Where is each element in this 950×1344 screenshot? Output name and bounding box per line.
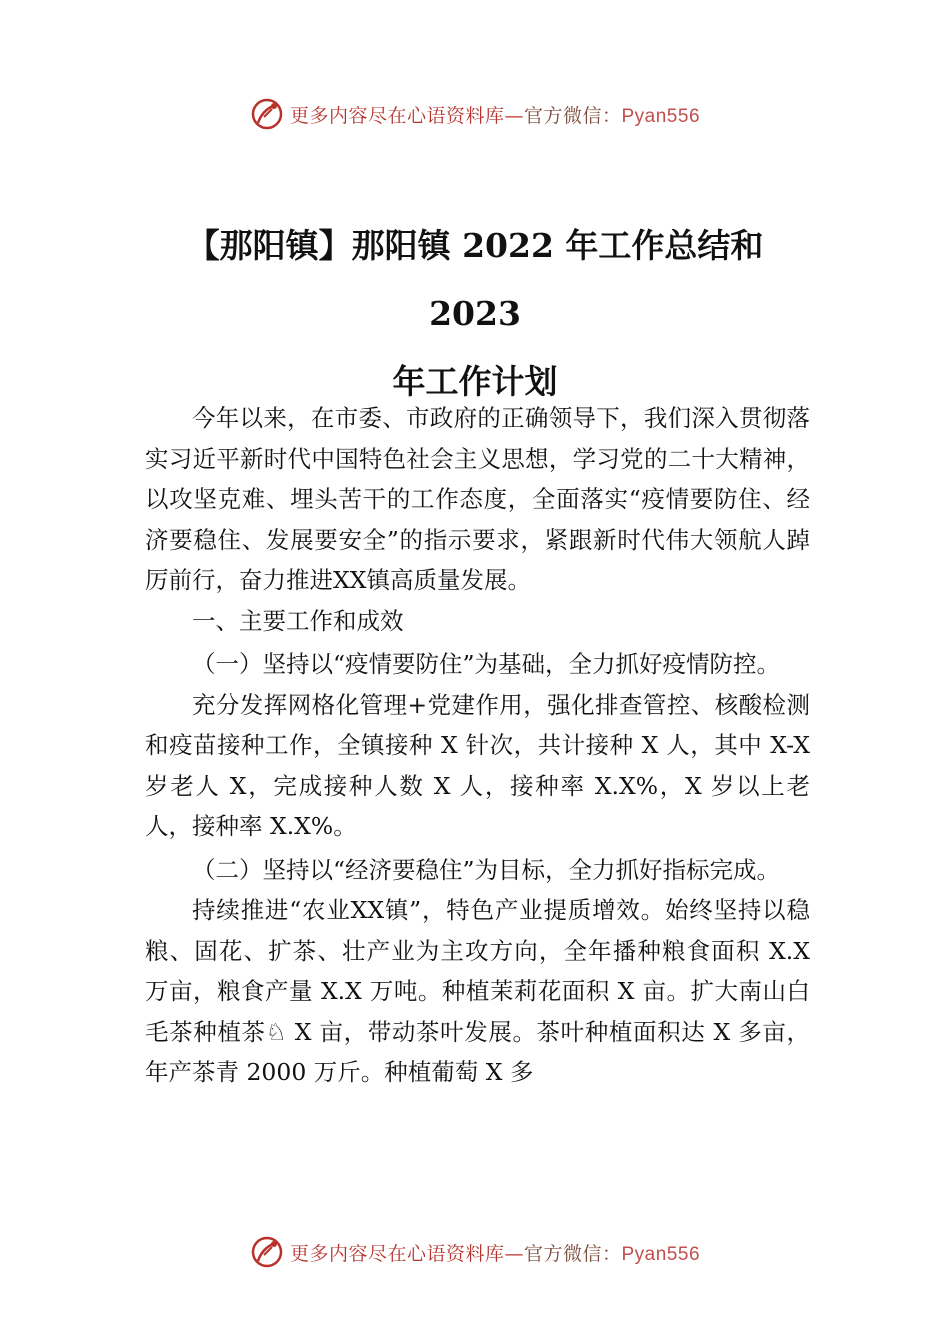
header-watermark-banner — [0, 94, 950, 134]
section-heading: 一、主要工作和成效 — [192, 606, 404, 635]
body-paragraph: 充分发挥网格化管理+党建作用，强化排查管控、核酸检测和疫苗接种工作，全镇接种 X 针次，共计接种 X 人，其中 X-X 岁老人 X，完成接种人数 X 人，接种率 X.X%，X 岁以上老人，接种率 X.X%。 — [145, 690, 810, 840]
title-line-2: 年工作计划 — [392, 362, 558, 401]
brand-logo-icon — [250, 1235, 284, 1269]
banner-text: 更多内容尽在心语资料库—官方微信：Pyan556 — [289, 1242, 701, 1265]
subsection-heading: （一）坚持以“疫情要防住”为基础，全力抓好疫情防控。 — [192, 650, 781, 678]
brand-logo-icon — [250, 97, 284, 131]
subsection-heading: （二）坚持以“经济要稳住”为目标，全力抓好指标完成。 — [192, 855, 781, 884]
body-paragraph: 持续推进“农业XX镇”，特色产业提质增效。始终坚持以稳粮、固花、扩茶、壮产业为主攻方向，全年播种粮食面积 X.X 万亩，粮食产量 X.X 万吨。种植茉莉花面积 X 亩。扩大南山白毛茶种植茶♘ X 亩，带动茶叶发展。茶叶种植面积达 X 多亩，年产茶青 2000 万斤。种植葡萄 X 多 — [145, 896, 810, 1086]
title-line-1: 【那阳镇】那阳镇 2022 年工作总结和 2023 — [186, 226, 764, 333]
footer-watermark-banner — [0, 1232, 950, 1272]
document-title — [140, 212, 810, 416]
document-body — [145, 398, 810, 1093]
banner-text: 更多内容尽在心语资料库—官方微信：Pyan556 — [289, 104, 701, 127]
intro-paragraph: 今年以来，在市委、市政府的正确领导下，我们深入贯彻落实习近平新时代中国特色社会主义思想，学习党的二十大精神，以攻坚克难、埋头苦干的工作态度，全面落实“疫情要防住、经济要稳住、发展要安全”的指示要求，紧跟新时代伟大领航人踔厉前行，奋力推进XX镇高质量发展。 — [145, 404, 810, 594]
